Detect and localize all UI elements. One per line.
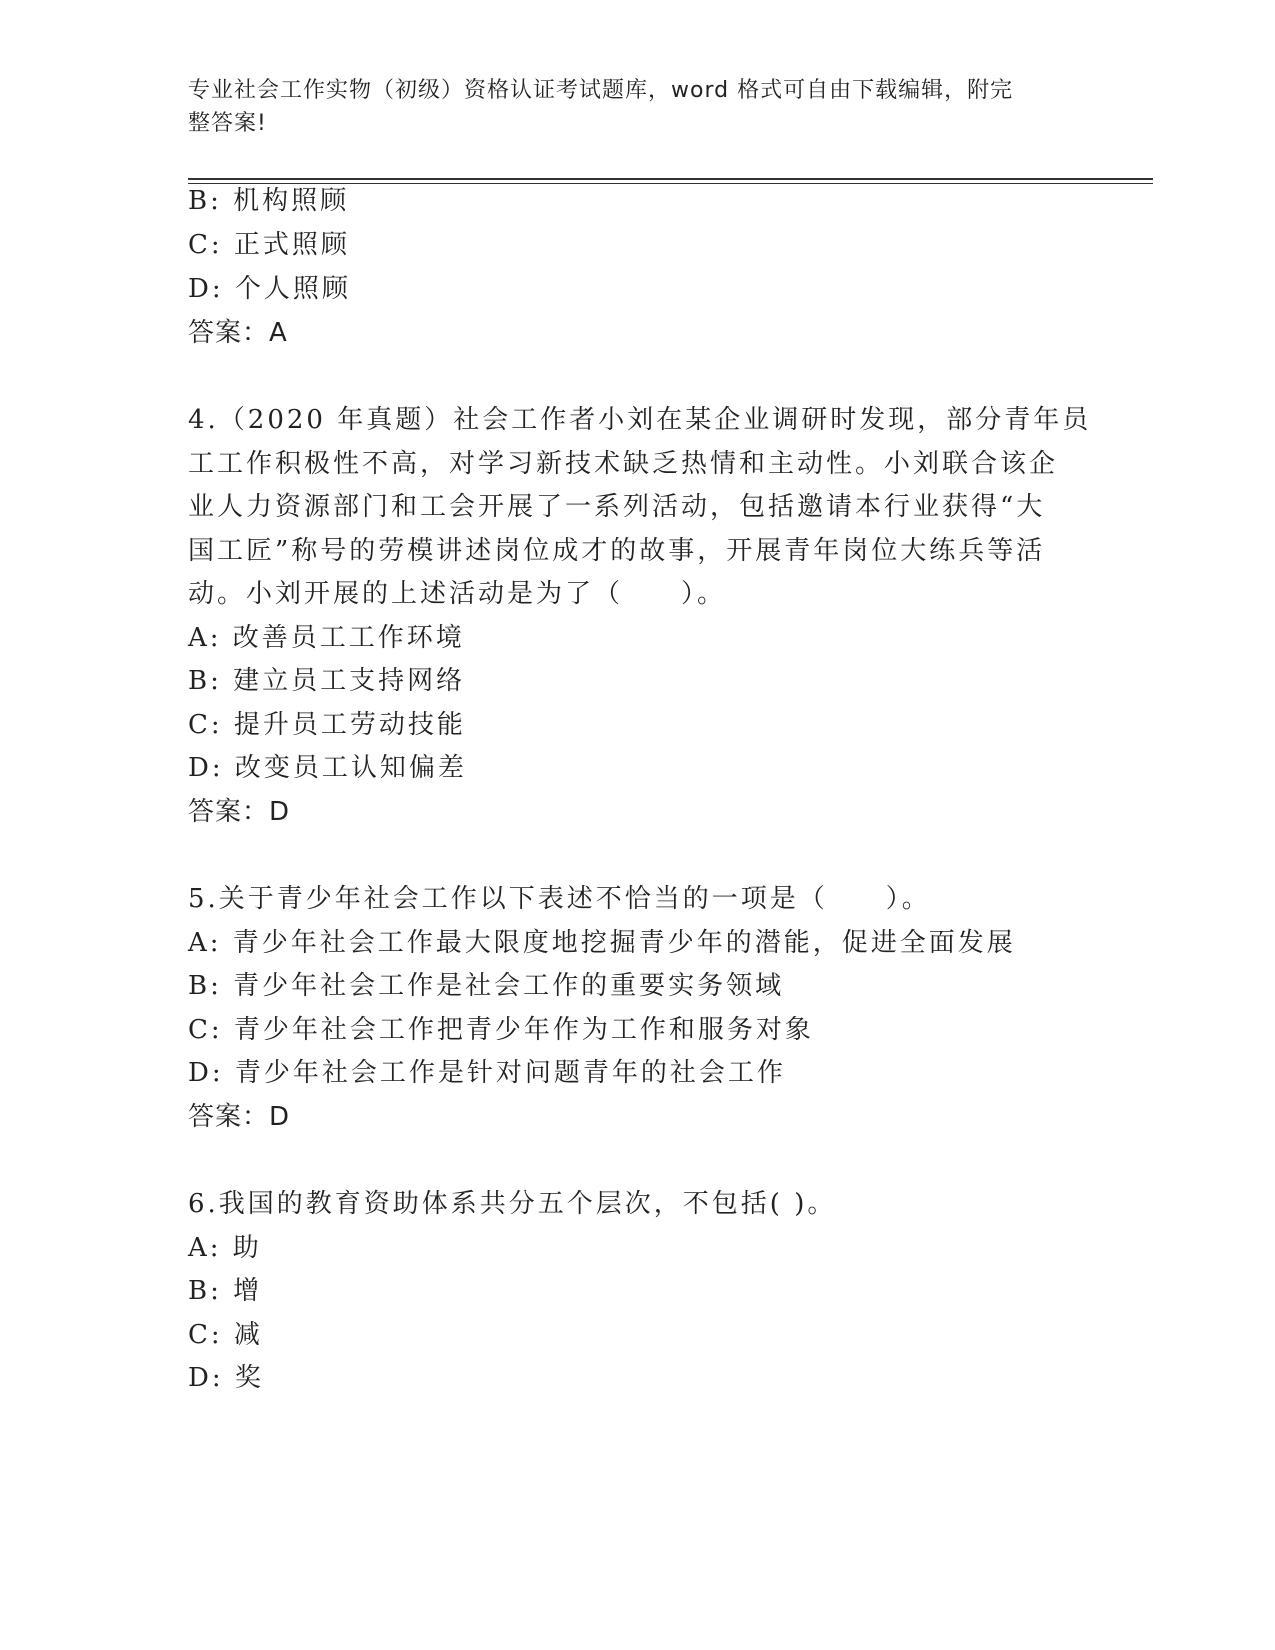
q4-stem-line-4: 国工匠”称号的劳模讲述岗位成才的故事，开展青年岗位大练兵等活 [188, 536, 1046, 566]
q4-option-a: A: 改善员工工作环境 [188, 623, 465, 653]
header-title-line-2: 整答案! [188, 111, 267, 136]
header-title-line-1: 专业社会工作实物（初级）资格认证考试题库，word 格式可自由下载编辑，附完 [188, 78, 1014, 103]
q4-option-d: D: 改变员工认知偏差 [188, 753, 467, 783]
q4-stem-line-2: 工工作积极性不高，对学习新技术缺乏热情和主动性。小刘联合该企 [188, 449, 1059, 479]
q6-option-c: C: 减 [188, 1320, 263, 1350]
q3-option-b: B: 机构照顾 [188, 186, 350, 216]
q5-option-d: D: 青少年社会工作是针对问题青年的社会工作 [188, 1058, 786, 1088]
q4-answer: 答案：D [188, 797, 291, 827]
q6-option-b: B: 增 [188, 1276, 263, 1306]
q5-option-a: A: 青少年社会工作最大限度地挖掘青少年的潜能，促进全面发展 [188, 928, 1016, 958]
q4-stem-line-3: 业人力资源部门和工会开展了一系列活动，包括邀请本行业获得“大 [188, 492, 1046, 522]
q6-stem: 6.我国的教育资助体系共分五个层次，不包括( )。 [188, 1189, 837, 1219]
q3-answer: 答案：A [188, 318, 288, 348]
q4-stem-line-5: 动。小刘开展的上述活动是为了（ ）。 [188, 579, 727, 609]
page-header [188, 74, 1088, 140]
document-page [188, 0, 1148, 1650]
q4-option-c: C: 提升员工劳动技能 [188, 710, 466, 740]
q4-stem-line-1: 4.（2020 年真题）社会工作者小刘在某企业调研时发现，部分青年员 [188, 405, 1092, 435]
q3-option-d: D: 个人照顾 [188, 274, 351, 304]
q3-option-c: C: 正式照顾 [188, 230, 350, 260]
q5-option-b: B: 青少年社会工作是社会工作的重要实务领域 [188, 971, 785, 1001]
q6-option-d: D: 奖 [188, 1363, 264, 1393]
q5-option-c: C: 青少年社会工作把青少年作为工作和服务对象 [188, 1015, 814, 1045]
q5-answer: 答案：D [188, 1102, 291, 1132]
q6-option-a: A: 助 [188, 1233, 262, 1263]
q4-option-b: B: 建立员工支持网络 [188, 666, 466, 696]
q5-stem: 5.关于青少年社会工作以下表述不恰当的一项是（ ）。 [188, 884, 931, 914]
